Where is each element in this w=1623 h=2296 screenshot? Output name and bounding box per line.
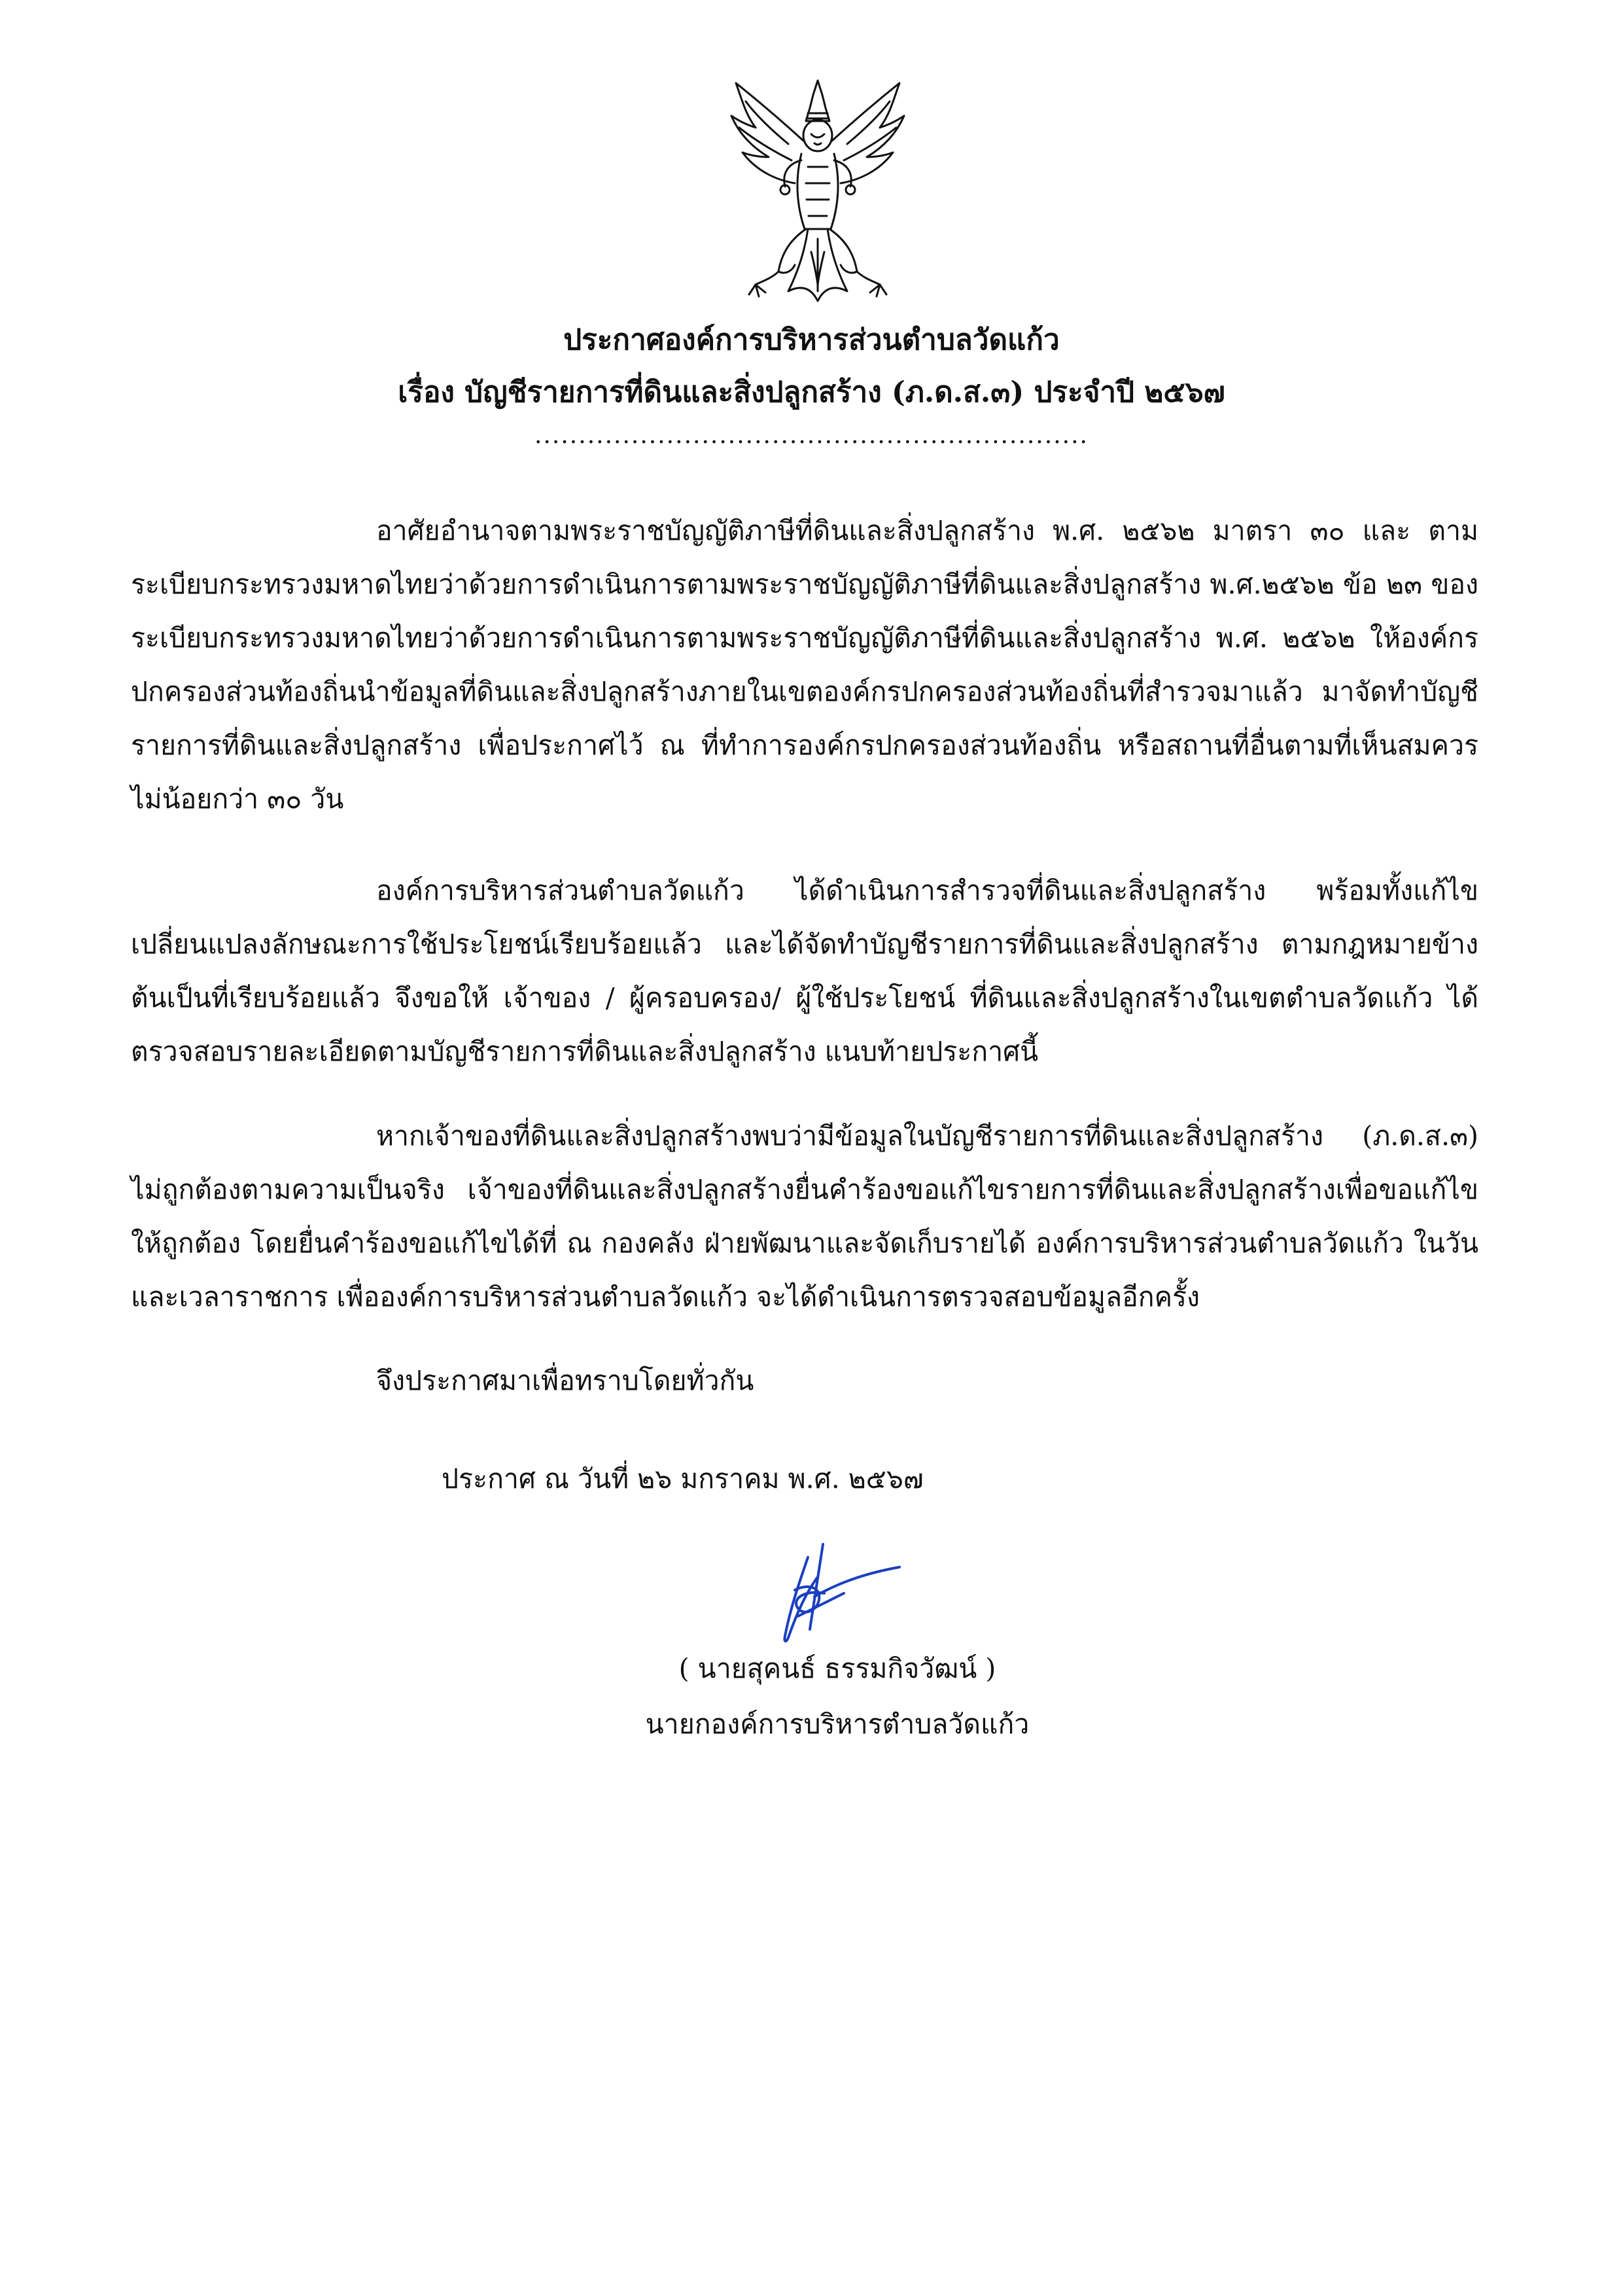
announcement-subject: เรื่อง บัญชีรายการที่ดินและสิ่งปลูกสร้าง (ภ.ด.ส.๓) ประจำปี ๒๕๖๗	[398, 376, 1225, 409]
signatory-name: ( นายสุคนธ์ ธรรมกิจวัฒน์ )	[678, 1653, 996, 1684]
handwritten-signature-icon	[746, 1538, 909, 1649]
signatory-position: นายกองค์การบริหารตำบลวัดแก้ว	[645, 1708, 1030, 1740]
paragraph-legal-basis: อาศัยอำนาจตามพระราชบัญญัติภาษีที่ดินและสิ่งปลูกสร้าง พ.ศ. ๒๕๖๒ มาตรา ๓๐ และ ตามระเบียบกระทรวงมหาดไทยว่าด้วยการดำเนินการตามพระราชบัญญัติภาษีที่ดินและสิ่งปลูกสร้าง พ.ศ.๒๕๖๒ ข้อ ๒๓ ของระเบียบกระทรวงมหาดไทยว่าด้วยการดำเนินการตามพระราชบัญญัติภาษีที่ดินและสิ่งปลูกสร้าง พ.ศ. ๒๕๖๒ ให้องค์กรปกครองส่วนท้องถิ่นนำข้อมูลที่ดินและสิ่งปลูกสร้างภายในเขตองค์กรปกครองส่วนท้องถิ่นที่สำรวจมาแล้ว มาจัดทำบัญชีรายการที่ดินและสิ่งปลูกสร้าง เพื่อประกาศไว้ ณ ที่ทำการองค์กรปกครองส่วนท้องถิ่น หรือสถานที่อื่นตามที่เห็นสมควร ไม่น้อยกว่า ๓๐ วัน	[131, 515, 1478, 815]
announce-closing: จึงประกาศมาเพื่อทราบโดยทั่วกัน	[376, 1365, 754, 1396]
paragraph-correction-request: หากเจ้าของที่ดินและสิ่งปลูกสร้างพบว่ามีข้อมูลในบัญชีรายการที่ดินและสิ่งปลูกสร้าง (ภ.ด.ส.๓) ไม่ถูกต้องตามความเป็นจริง เจ้าของที่ดินและสิ่งปลูกสร้างยื่นคำร้องขอแก้ไขรายการที่ดินและสิ่งปลูกสร้างเพื่อขอแก้ไขให้ถูกต้อง โดยยื่นคำร้องขอแก้ไขได้ที่ ณ กองคลัง ฝ่ายพัฒนาและจัดเก็บรายได้ องค์การบริหารส่วนตำบลวัดแก้ว ในวันและเวลาราชการ เพื่อองค์การบริหารส่วนตำบลวัดแก้ว จะได้ดำเนินการตรวจสอบข้อมูลอีกครั้ง	[131, 1120, 1478, 1313]
announcement-date: ประกาศ ณ วันที่ ๒๖ มกราคม พ.ศ. ๒๕๖๗	[442, 1463, 924, 1494]
garuda-emblem-icon	[720, 75, 916, 311]
paragraph-survey-notice: องค์การบริหารส่วนตำบลวัดแก้ว ได้ดำเนินการสำรวจที่ดินและสิ่งปลูกสร้าง พร้อมทั้งแก้ไขเปลี่ยนแปลงลักษณะการใช้ประโยชน์เรียบร้อยแล้ว และได้จัดทำบัญชีรายการที่ดินและสิ่งปลูกสร้าง ตามกฎหมายข้างต้นเป็นที่เรียบร้อยแล้ว จึงขอให้ เจ้าของ / ผู้ครอบครอง/ ผู้ใช้ประโยชน์ ที่ดินและสิ่งปลูกสร้างในเขตตำบลวัดแก้ว ได้ตรวจสอบรายละเอียดตามบัญชีรายการที่ดินและสิ่งปลูกสร้าง แนบท้ายประกาศนี้	[131, 875, 1478, 1067]
announcement-title: ประกาศองค์การบริหารส่วนตำบลวัดแก้ว	[563, 323, 1060, 357]
title-separator: ...............................................................	[534, 422, 1089, 449]
